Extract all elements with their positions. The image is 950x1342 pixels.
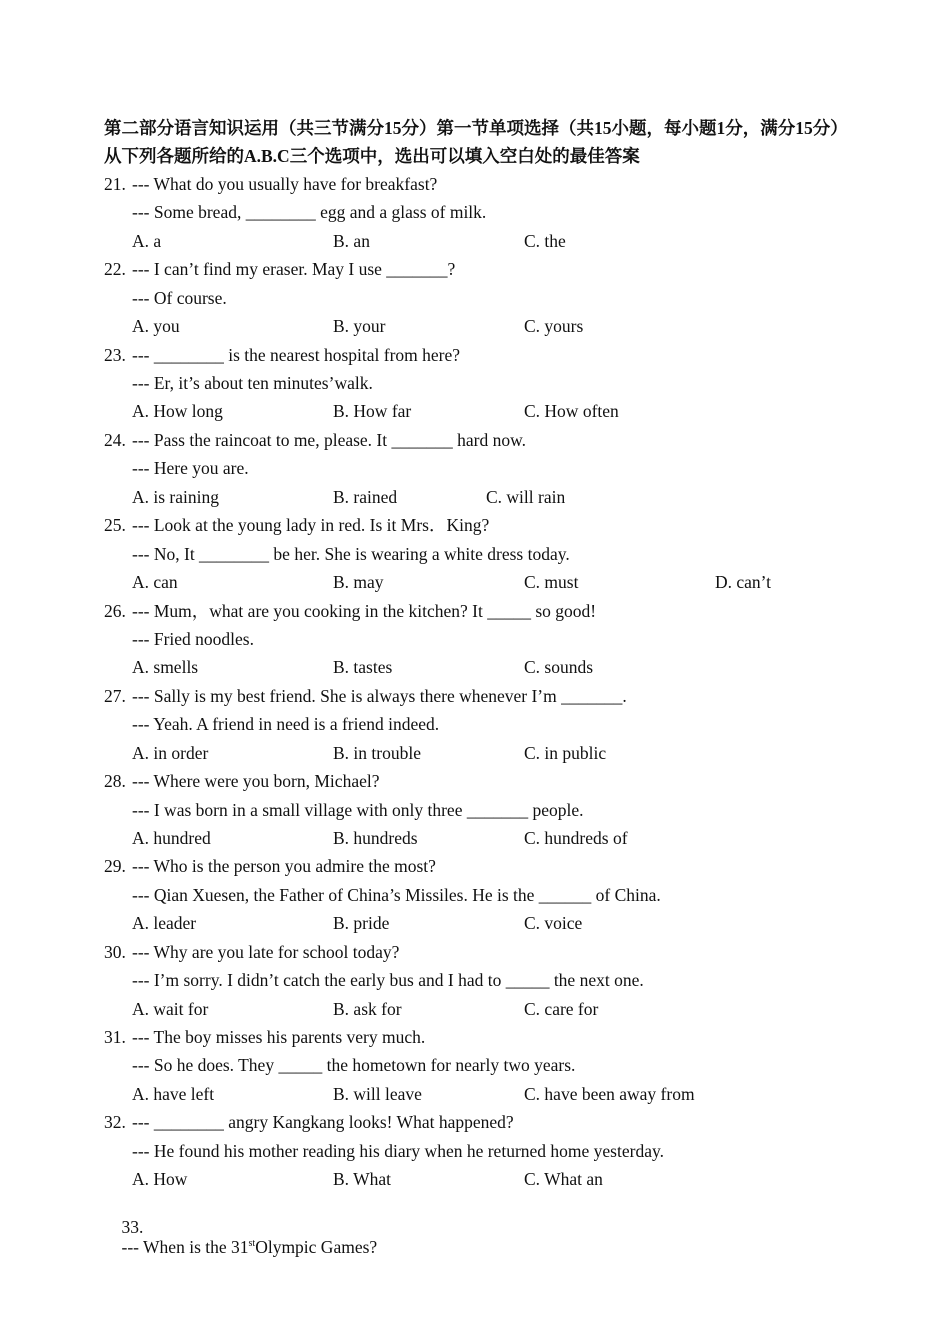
answer-line: --- Here you are. <box>132 458 249 479</box>
answer-option: C. must <box>524 572 579 592</box>
question-prompt-post: Olympic Games? <box>255 1237 378 1257</box>
answer-option: B. rained <box>333 486 398 507</box>
answer-option: B. What <box>333 1169 392 1190</box>
question-number: 23. <box>104 344 126 365</box>
answer-line: --- Some bread, ________ egg and a glass of milk. <box>132 202 487 223</box>
question-number: 22. <box>104 259 126 280</box>
answer-option: C. have been away from <box>524 1083 695 1104</box>
question-33 <box>104 1197 377 1277</box>
answer-option: A. have left <box>132 1083 215 1104</box>
question-prompt: --- Why are you late for school today? <box>132 941 400 962</box>
answer-option: B. your <box>333 316 386 337</box>
question-prompt: --- Where were you born, Michael? <box>132 771 380 792</box>
answer-option: A. a <box>132 230 162 251</box>
question-prompt: --- Who is the person you admire the most? <box>132 856 436 877</box>
question-number: 25. <box>104 515 126 536</box>
answer-option: A. How long <box>132 401 223 422</box>
question-number: 33. <box>121 1217 144 1237</box>
answer-option: C. the <box>524 230 566 251</box>
answer-line: --- Of course. <box>132 287 227 308</box>
answer-option: C. How often <box>524 401 619 422</box>
answer-option: C. hundreds of <box>524 827 628 848</box>
question-number: 32. <box>104 1112 126 1133</box>
answer-option: C. yours <box>524 316 584 337</box>
question-number: 28. <box>104 771 126 792</box>
answer-line: --- So he does. They _____ the hometown for nearly two years. <box>132 1055 576 1076</box>
answer-option: A. hundred <box>132 827 211 848</box>
answer-line: --- Qian Xuesen, the Father of China’s Missiles. He is the ______ of China. <box>132 884 661 905</box>
answer-option: C. sounds <box>524 657 594 678</box>
question-number: 31. <box>104 1027 126 1047</box>
answer-option: C. care for <box>524 998 599 1019</box>
answer-option: A. in order <box>132 742 209 763</box>
answer-line: --- Er, it’s about ten minutes’walk. <box>132 373 373 393</box>
answer-option: B. pride <box>333 913 390 934</box>
answer-line: --- No, It ________ be her. She is wearing a white dress today. <box>132 543 570 564</box>
answer-line: --- He found his mother reading his diary when he returned home yesterday. <box>132 1140 664 1161</box>
ordinal-suffix: st <box>248 1238 256 1250</box>
answer-option: A. is raining <box>132 486 220 507</box>
answer-option: B. in trouble <box>333 742 421 763</box>
question-number: 27. <box>104 685 126 706</box>
question-prompt: --- ________ angry Kangkang looks! What happened? <box>132 1112 514 1133</box>
answer-line: --- Yeah. A friend in need is a friend indeed. <box>132 714 440 735</box>
answer-line: --- Fried noodles. <box>132 628 254 649</box>
answer-option: B. an <box>333 230 370 251</box>
answer-option: C. voice <box>524 913 583 934</box>
answer-option: C. in public <box>524 742 607 763</box>
answer-option: B. tastes <box>333 657 393 678</box>
question-prompt: --- Mum，what are you cooking in the kitchen? It _____ so good! <box>132 600 597 621</box>
question-prompt: --- Sally is my best friend. She is always there whenever I’m _______. <box>132 685 627 706</box>
question-number: 21. <box>104 174 126 194</box>
question-prompt: --- Look at the young lady in red. Is it Mrs．King? <box>132 515 490 536</box>
answer-option: B. will leave <box>333 1083 422 1104</box>
question-prompt: --- The boy misses his parents very much. <box>132 1027 426 1047</box>
answer-option: B. How far <box>333 401 412 422</box>
answer-option: B. may <box>333 572 384 592</box>
answer-option: D. can’t <box>715 572 772 592</box>
section-heading: 第二部分语言知识运用（共三节满分15分）第一节单项选择（共15小题，每小题1分，满分15分）从下列各题所给的A.B.C三个选项中，选出可以填入空白处的最佳答案 <box>104 118 848 167</box>
answer-option: A. smells <box>132 657 199 678</box>
question-number: 24. <box>104 429 126 450</box>
answer-option: A. How <box>132 1169 188 1190</box>
answer-line: --- I was born in a small village with only three _______ people. <box>132 799 584 820</box>
answer-option: C. What an <box>524 1169 603 1190</box>
question-number: 30. <box>104 941 126 962</box>
question-number: 29. <box>104 856 126 877</box>
answer-option: A. you <box>132 316 180 337</box>
answer-option: B. ask for <box>333 998 402 1019</box>
question-prompt: --- What do you usually have for breakfast? <box>132 174 438 194</box>
question-prompt: --- Pass the raincoat to me, please. It _______ hard now. <box>132 429 526 450</box>
question-prompt: --- I can’t find my eraser. May I use _______? <box>132 259 456 280</box>
question-prompt-pre: --- When is the 31 <box>121 1237 249 1257</box>
answer-option: A. leader <box>132 913 197 934</box>
answer-option: A. can <box>132 572 178 592</box>
answer-line: --- I’m sorry. I didn’t catch the early bus and I had to _____ the next one. <box>132 970 644 991</box>
question-prompt: --- ________ is the nearest hospital from here? <box>132 344 461 365</box>
question-number: 26. <box>104 600 126 621</box>
answer-option: B. hundreds <box>333 827 418 848</box>
answer-option: A. wait for <box>132 998 209 1019</box>
answer-option: C. will rain <box>486 486 566 507</box>
